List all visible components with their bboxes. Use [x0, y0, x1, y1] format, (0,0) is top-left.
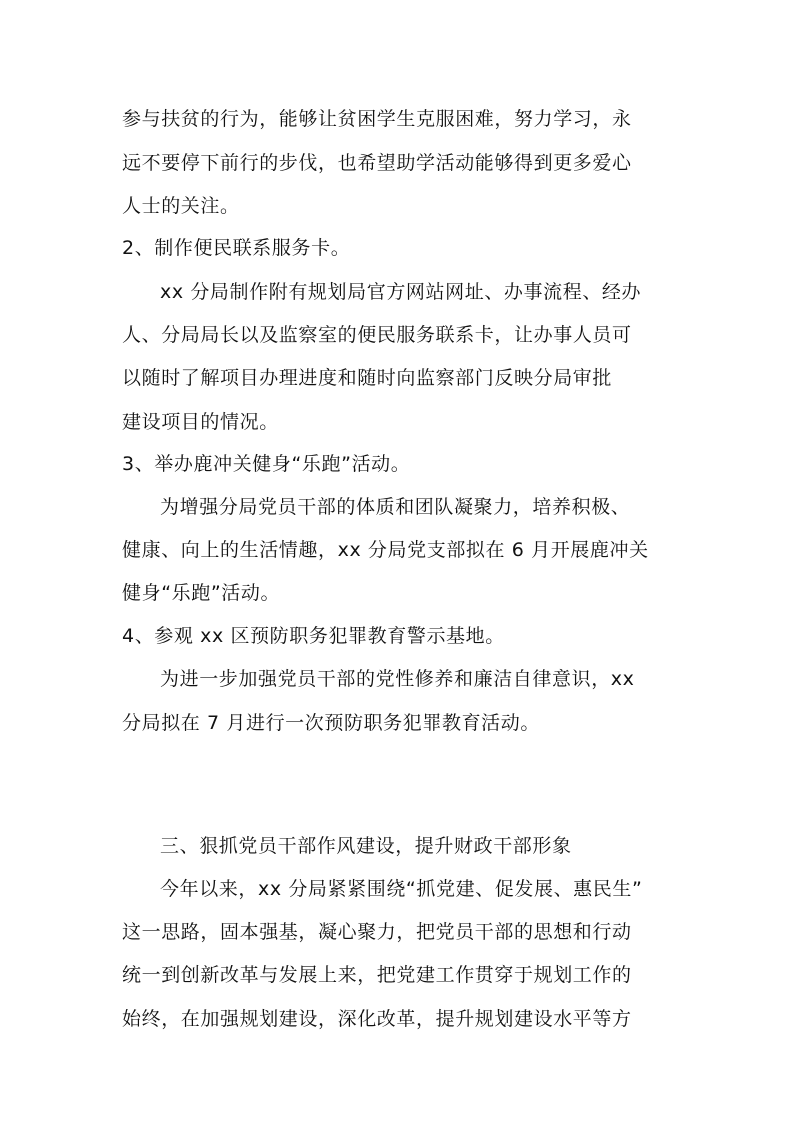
- section-heading: 4、参观 xx 区预防职务犯罪教育警示基地。: [122, 625, 505, 647]
- paragraph-line: 统一到创新改革与发展上来，把党建工作贯穿于规划工作的: [122, 964, 632, 986]
- section-heading: 2、制作便民联系服务卡。: [122, 237, 351, 259]
- paragraph-line: 健身“乐跑”活动。: [122, 582, 281, 604]
- paragraph-line: 远不要停下前行的步伐，也希望助学活动能够得到更多爱心: [122, 152, 632, 174]
- paragraph-line: 今年以来，xx 分局紧紧围绕“抓党建、促发展、惠民生”: [160, 878, 643, 900]
- paragraph-line: 人、分局局长以及监察室的便民服务联系卡，让办事人员可: [122, 324, 632, 346]
- paragraph-line: xx 分局制作附有规划局官方网站网址、办事流程、经办: [160, 281, 642, 303]
- paragraph-line: 为进一步加强党员干部的党性修养和廉洁自律意识，xx: [160, 668, 635, 690]
- paragraph-line: 参与扶贫的行为，能够让贫困学生克服困难，努力学习，永: [122, 108, 632, 130]
- paragraph-line: 分局拟在 7 月进行一次预防职务犯罪教育活动。: [122, 712, 540, 734]
- paragraph-line: 以随时了解项目办理进度和随时向监察部门反映分局审批: [122, 367, 613, 389]
- paragraph-line: 健康、向上的生活情趣，xx 分局党支部拟在 6 月开展鹿冲关: [122, 539, 649, 561]
- paragraph-line: 人士的关注。: [122, 195, 240, 217]
- paragraph-line: 始终，在加强规划建设，深化改革，提升规划建设水平等方: [122, 1008, 632, 1030]
- paragraph-line: 这一思路，固本强基，凝心聚力，把党员干部的思想和行动: [122, 921, 632, 943]
- section-heading: 3、举办鹿冲关健身“乐跑”活动。: [122, 453, 411, 475]
- chapter-heading: 三、狠抓党员干部作风建设，提升财政干部形象: [160, 835, 572, 857]
- paragraph-line: 为增强分局党员干部的体质和团队凝聚力，培养积极、: [160, 496, 631, 518]
- paragraph-line: 建设项目的情况。: [122, 411, 279, 433]
